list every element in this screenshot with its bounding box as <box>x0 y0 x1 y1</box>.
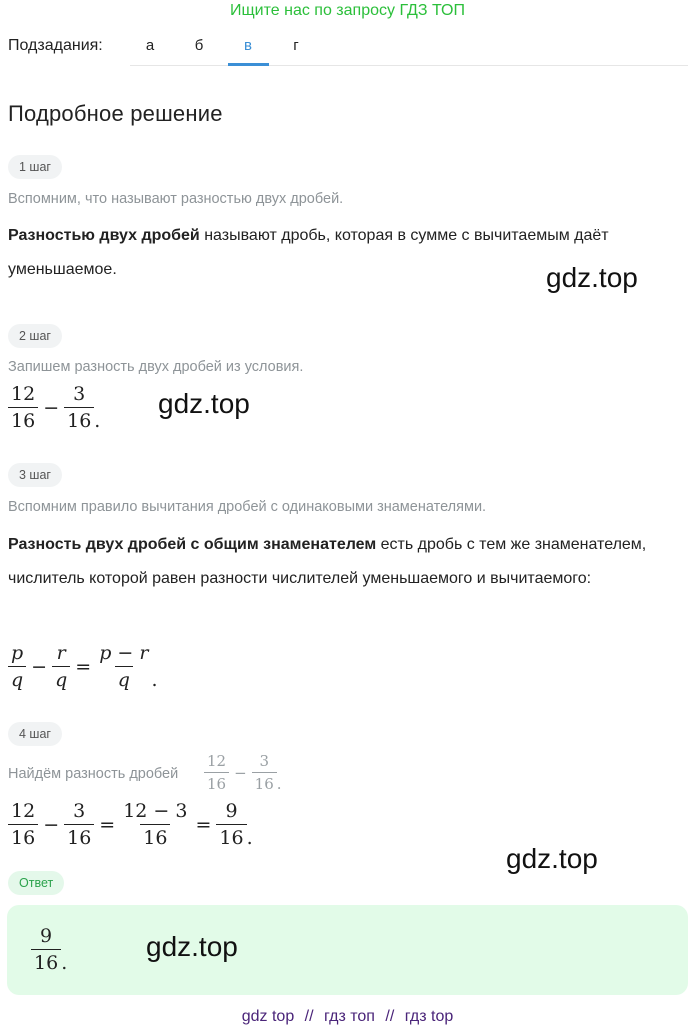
step-3-term: Разность двух дробей с общим знаменателем <box>8 536 377 553</box>
fraction: $\frac{p}{q}$ <box>8 642 26 691</box>
step-3-rule <box>8 528 688 596</box>
step-3-hint: Вспомним правило вычитания дробей с одинаковыми знаменателями. <box>8 499 487 515</box>
tab-v[interactable]: в <box>244 37 252 54</box>
tab-g[interactable]: г <box>293 37 299 54</box>
step-4-hint: Найдём разность дробей <box>8 766 179 782</box>
step-2-expression: $\frac{12}{16}$ − $\frac{3}{16}$ . <box>8 383 100 432</box>
promo-text: Ищите нас по запросу ГДЗ ТОП <box>230 2 465 19</box>
step-3-text: есть дробь с тем же знаменателем, числитель которой равен разности числителей уменьшаемого и вычитаемого: <box>8 536 647 587</box>
watermark: gdz.top <box>546 262 638 293</box>
fraction: $\frac{12 - 3}{16}$ <box>123 800 188 849</box>
fraction: $\frac{9}{16}$ <box>216 800 246 849</box>
answer-badge: Ответ <box>8 871 64 895</box>
step-2-badge: 2 шаг <box>8 324 62 348</box>
subtasks-label: Подзадания: <box>8 37 103 54</box>
step-2-hint: Запишем разность двух дробей из условия. <box>8 359 304 375</box>
fraction: $\frac{r}{q}$ <box>52 642 70 691</box>
tabs-divider <box>130 65 688 66</box>
fraction: $\frac{12}{16}$ <box>204 752 229 793</box>
fraction: $\frac{9}{16}$ <box>31 925 61 974</box>
tab-b[interactable]: б <box>194 37 204 54</box>
active-tab-indicator <box>228 63 269 66</box>
fraction: $\frac{p - r}{q}$ <box>99 642 149 691</box>
step-4-expression: $\frac{12}{16}$ − $\frac{3}{16}$ = $\frac{12 - 3}{16}$ = $\frac{9}{16}$ . <box>8 800 253 849</box>
watermark: gdz.top <box>158 388 250 419</box>
step-3-formula: $\frac{p}{q}$ − $\frac{r}{q}$ = $\frac{p - r}{q}$ . <box>8 642 157 691</box>
fraction: $\frac{12}{16}$ <box>8 800 38 849</box>
step-4-hint-expression: $\frac{12}{16}$ − $\frac{3}{16}$ . <box>204 752 282 793</box>
step-1-hint: Вспомним, что называют разностью двух дробей. <box>8 191 344 207</box>
footer-link[interactable]: гдз top <box>404 1008 454 1025</box>
watermark: gdz.top <box>146 931 238 962</box>
page-title: Подробное решение <box>8 101 223 126</box>
tab-a[interactable]: а <box>145 37 155 54</box>
step-4-badge: 4 шаг <box>8 722 62 746</box>
fraction: $\frac{3}{16}$ <box>64 800 94 849</box>
watermark: gdz.top <box>506 843 598 874</box>
step-3-badge: 3 шаг <box>8 463 62 487</box>
answer-value: $\frac{9}{16}$ . <box>31 925 67 974</box>
footer-separator: // <box>304 1008 314 1025</box>
fraction: $\frac{3}{16}$ <box>252 752 277 793</box>
answer-box <box>7 905 688 995</box>
step-1-term: Разностью двух дробей <box>8 227 200 244</box>
fraction: $\frac{3}{16}$ <box>64 383 94 432</box>
step-1-badge: 1 шаг <box>8 155 62 179</box>
step-1-text: называют дробь, которая в сумме с вычитаемым даёт уменьшаемое. <box>8 227 609 278</box>
footer-separator: // <box>385 1008 395 1025</box>
fraction: $\frac{12}{16}$ <box>8 383 38 432</box>
footer-link[interactable]: gdz top <box>241 1008 295 1025</box>
footer-link[interactable]: гдз топ <box>324 1008 375 1025</box>
footer-links <box>0 1008 695 1026</box>
